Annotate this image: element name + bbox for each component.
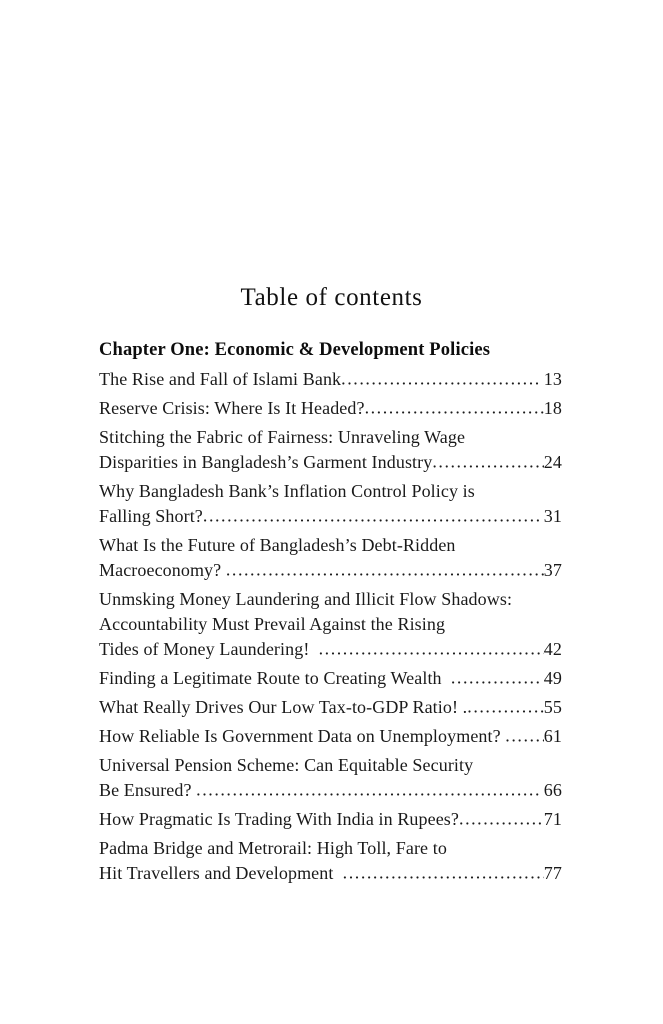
toc-entry-title: How Pragmatic Is Trading With India in Rupees? <box>99 809 460 829</box>
toc-entry[interactable] <box>99 367 562 392</box>
toc-entry[interactable] <box>99 807 562 832</box>
toc-entry[interactable] <box>99 666 562 691</box>
toc-page-number: 24 <box>543 452 562 472</box>
toc-entry[interactable] <box>99 695 562 720</box>
toc-entry-line-last <box>99 807 562 832</box>
toc-entry[interactable] <box>99 533 562 583</box>
chapter-heading: Chapter One: Economic & Development Policies <box>99 340 491 360</box>
toc-entry-title: Unmsking Money Laundering and Illicit Flow Shadows: <box>99 589 513 609</box>
dot-leader <box>343 861 544 886</box>
toc-entry-list <box>99 337 562 890</box>
dot-leader <box>319 637 544 662</box>
toc-page-number: 61 <box>543 726 562 746</box>
toc-page-number: 37 <box>543 560 562 580</box>
dot-leader <box>459 807 544 832</box>
toc-entry[interactable] <box>99 396 562 421</box>
toc-page-number: 49 <box>539 668 562 688</box>
dot-leader <box>226 558 544 583</box>
toc-entry-title: Accountability Must Prevail Against the Rising <box>99 614 446 634</box>
toc-entry-line-last <box>99 778 562 803</box>
toc-entry[interactable] <box>99 425 562 475</box>
toc-entry-line-last <box>99 367 562 392</box>
toc-entry[interactable] <box>99 753 562 803</box>
toc-entry-line-last <box>99 861 562 886</box>
page-title: Table of contents <box>240 284 423 311</box>
toc-entry-line <box>99 533 562 558</box>
toc-entry-title: Padma Bridge and Metrorail: High Toll, Fare to <box>99 838 447 858</box>
toc-entry-title: Disparities in Bangladesh’s Garment Industry <box>99 452 433 472</box>
toc-page-number: 71 <box>543 809 562 829</box>
toc-entry-title: The Rise and Fall of Islami Bank <box>99 369 342 389</box>
toc-page-number: 77 <box>543 863 562 883</box>
toc-entry-line-last <box>99 724 562 749</box>
toc-entry-title: Universal Pension Scheme: Can Equitable Security <box>99 755 474 775</box>
toc-entry-title: Tides of Money Laundering! <box>99 639 319 659</box>
toc-entry-title: How Reliable Is Government Data on Unemployment? <box>99 726 506 746</box>
toc-page-number: 18 <box>543 398 562 418</box>
toc-entry-line-last <box>99 396 562 421</box>
toc-page-number: 31 <box>539 506 562 526</box>
dot-leader <box>365 396 544 421</box>
toc-entry-title: What Really Drives Our Low Tax-to-GDP Ratio! . <box>99 697 468 717</box>
toc-entry-line <box>99 479 562 504</box>
toc-entry-title: Why Bangladesh Bank’s Inflation Control Policy is <box>99 481 475 501</box>
toc-entry[interactable] <box>99 479 562 529</box>
toc-entry-title: Falling Short? <box>99 506 203 526</box>
toc-entry-line-last <box>99 504 562 529</box>
toc-entry[interactable] <box>99 836 562 886</box>
toc-entry-title: Be Ensured? <box>99 780 197 800</box>
toc-entry-title: Finding a Legitimate Route to Creating Wealth <box>99 668 451 688</box>
toc-entry[interactable] <box>99 724 562 749</box>
toc-entry-title: Hit Travellers and Development <box>99 863 343 883</box>
toc-entry-line <box>99 587 562 612</box>
dot-leader <box>451 666 539 691</box>
toc-entry[interactable] <box>99 587 562 662</box>
toc-entry-line <box>99 425 562 450</box>
toc-page-number: 66 <box>539 780 562 800</box>
toc-entry-title: Reserve Crisis: Where Is It Headed? <box>99 398 365 418</box>
toc-entry-line-last <box>99 450 562 475</box>
toc-entry-title: What Is the Future of Bangladesh’s Debt-Ridden <box>99 535 456 555</box>
toc-entry-line-last <box>99 637 562 662</box>
toc-entry-line-last <box>99 666 562 691</box>
dot-leader <box>432 450 543 475</box>
toc-page-number: 13 <box>539 369 562 389</box>
toc-entry-line-last <box>99 695 562 720</box>
dot-leader <box>505 724 544 749</box>
toc-entry-line <box>99 836 562 861</box>
toc-entry-title: Macroeconomy? <box>99 560 226 580</box>
dot-leader <box>196 778 539 803</box>
toc-entry-line <box>99 612 562 637</box>
toc-entry-title: Stitching the Fabric of Fairness: Unraveling Wage <box>99 427 466 447</box>
toc-page-number: 42 <box>543 639 562 659</box>
toc-page-number: 55 <box>543 697 562 717</box>
toc-entry-line-last <box>99 558 562 583</box>
toc-entries-container <box>99 367 562 886</box>
dot-leader <box>341 367 539 392</box>
dot-leader <box>467 695 544 720</box>
dot-leader <box>203 504 539 529</box>
toc-entry-line <box>99 753 562 778</box>
